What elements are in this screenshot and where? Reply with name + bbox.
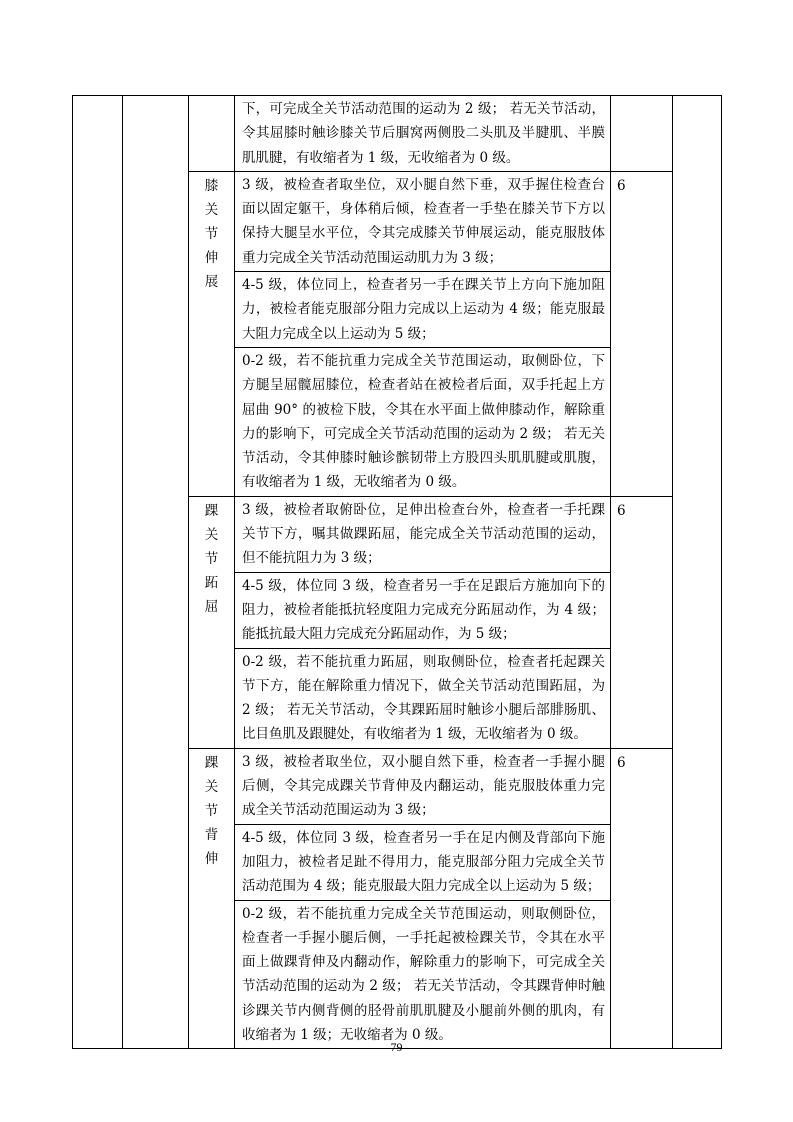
description-cell: 3 级，被检者取坐位，双小腿自然下垂，检查者一手握小腿后侧，令其完成踝关节背伸及内翻运动，能克服肢体重力完成全关节活动范围运动为 3 级；: [235, 748, 611, 824]
page-number: 79: [390, 1040, 403, 1054]
description-cell: 下，可完成全关节活动范围的运动为 2 级； 若无关节活动，令其屈膝时触诊膝关节后腘窝两侧股二头肌及半腱肌、半膜肌肌腱，有收缩者为 1 级，无收缩者为 0 级。: [235, 96, 611, 172]
subcategory-cell: [123, 96, 189, 1049]
description-cell: 0-2 级，若不能抗重力完成全关节范围运动，取侧卧位，下方腿呈屈髋屈膝位，检查者站在被检者后面，双手托起上方屈曲 90° 的被检下肢，令其在水平面上做伸膝动作，解除重力的影响下，可完成全关节活动范围的运动为 2 级； 若无关节活动，令其伸膝时触诊髌韧带上方股四头肌肌腱或肌腹，有收缩者为 1 级，无收缩者为 0 级。: [235, 347, 611, 496]
score-cell: 6: [611, 748, 673, 1049]
score-cell: 6: [611, 171, 673, 496]
remarks-cell: [673, 96, 722, 1049]
item-cell: [189, 96, 235, 172]
table-row: [73, 96, 722, 172]
description-cell: 3 级，被检者取俯卧位，足伸出检查台外，检查者一手托踝关节下方，嘱其做踝跖屈，能完成全关节活动范围的运动，但不能抗阻力为 3 级；: [235, 496, 611, 572]
description-cell: 3 级，被检查者取坐位，双小腿自然下垂，双手握住检查台面以固定躯干，身体稍后倾，检查者一手垫在膝关节下方以保持大腿呈水平位，令其完成膝关节伸展运动，能克服肢体重力完成全关节活动范围运动肌力为 3 级；: [235, 171, 611, 271]
score-cell: 6: [611, 496, 673, 748]
description-cell: 0-2 级，若不能抗重力跖屈，则取侧卧位，检查者托起踝关节下方，能在解除重力情况下，做全关节活动范围跖屈，为 2 级； 若无关节活动，令其踝跖屈时触诊小腿后部腓肠肌、比目鱼肌及跟腱处，有收缩者为 1 级，无收缩者为 0 级。: [235, 648, 611, 748]
item-label-ankle-plantar-flexion: 踝 关 节 跖 屈: [189, 496, 235, 748]
item-label-ankle-dorsiflexion: 踝 关 节 背 伸: [189, 748, 235, 1049]
description-cell: 4-5 级，体位同 3 级，检查者另一手在足内侧及背部向下施加阻力，被检者足趾不得用力，能克服部分阻力完成全关节活动范围为 4 级；能克服最大阻力完成全以上运动为 5 级；: [235, 824, 611, 900]
description-cell: 4-5 级，体位同 3 级，检查者另一手在足跟后方施加向下的阻力，被检者能抵抗轻度阻力完成充分跖屈动作，为 4 级；能抵抗最大阻力完成充分跖屈动作，为 5 级；: [235, 572, 611, 648]
category-cell: [73, 96, 123, 1049]
description-cell: 0-2 级，若不能抗重力完成全关节范围运动，则取侧卧位，检查者一手握小腿后侧，一手托起被检踝关节，令其在水平面上做踝背伸及内翻动作，解除重力的影响下，可完成全关节活动范围的运动为 2 级； 若无关节活动，令其踝背伸时触诊踝关节内侧背侧的胫骨前肌肌腱及小腿前外侧的肌肉，有收缩者为 1 级；无收缩者为 0 级。: [235, 900, 611, 1049]
assessment-table: [72, 95, 722, 1049]
assessment-table-container: [72, 95, 721, 1043]
score-cell: [611, 96, 673, 172]
item-label-knee-extension: 膝 关 节 伸 展: [189, 171, 235, 496]
description-cell: 4-5 级，体位同上，检查者另一手在踝关节上方向下施加阻力，被检者能克服部分阻力完成以上运动为 4 级；能克服最大阻力完成全以上运动为 5 级；: [235, 272, 611, 348]
